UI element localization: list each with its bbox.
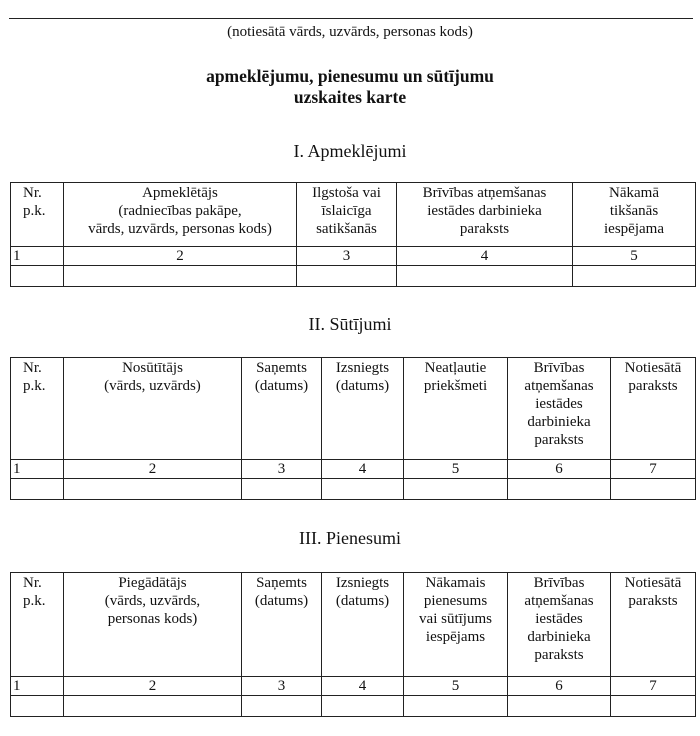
section-heading-shipments: II. Sūtījumi — [308, 314, 392, 334]
section-heading-deliveries: III. Pienesumi — [299, 528, 401, 548]
visits-table — [10, 182, 696, 287]
entry-cell[interactable] — [242, 479, 322, 500]
entry-cell[interactable] — [11, 696, 64, 717]
header-cell: Neatļautie priekšmeti — [404, 358, 508, 460]
header-cell: Nr. p.k. — [11, 358, 64, 460]
column-number: 3 — [242, 460, 322, 479]
entry-cell[interactable] — [611, 696, 696, 717]
column-number: 7 — [611, 677, 696, 696]
shipments-table — [10, 357, 696, 500]
document-title — [0, 66, 700, 108]
header-cell: Nr. p.k. — [11, 573, 64, 677]
empty-entry-row — [11, 696, 696, 717]
column-number: 5 — [404, 460, 508, 479]
entry-cell[interactable] — [404, 479, 508, 500]
column-number-row — [11, 677, 696, 696]
entry-cell[interactable] — [242, 696, 322, 717]
header-row — [11, 358, 696, 460]
column-number: 4 — [397, 247, 573, 266]
entry-cell[interactable] — [64, 696, 242, 717]
entry-cell[interactable] — [322, 479, 404, 500]
name-signature-line — [9, 18, 693, 19]
header-cell: Saņemts (datums) — [242, 573, 322, 677]
header-cell: Nr. p.k. — [11, 183, 64, 247]
column-number-row — [11, 247, 696, 266]
column-number-row — [11, 460, 696, 479]
column-number: 3 — [297, 247, 397, 266]
entry-cell[interactable] — [397, 266, 573, 287]
empty-entry-row — [11, 479, 696, 500]
entry-cell[interactable] — [573, 266, 696, 287]
column-number: 2 — [64, 247, 297, 266]
header-cell: Apmeklētājs (radniecības pakāpe, vārds, uzvārds, personas kods) — [64, 183, 297, 247]
header-cell: Nosūtītājs (vārds, uzvārds) — [64, 358, 242, 460]
column-number: 1 — [11, 677, 64, 696]
column-number: 1 — [11, 460, 64, 479]
column-number: 4 — [322, 677, 404, 696]
entry-cell[interactable] — [322, 696, 404, 717]
header-cell: Saņemts (datums) — [242, 358, 322, 460]
header-row — [11, 573, 696, 677]
entry-cell[interactable] — [404, 696, 508, 717]
entry-cell[interactable] — [611, 479, 696, 500]
title-line-2: uzskaites karte — [293, 87, 407, 107]
entry-cell[interactable] — [64, 266, 297, 287]
column-number: 3 — [242, 677, 322, 696]
name-caption: (notiesātā vārds, uzvārds, personas kods) — [227, 24, 473, 40]
header-row — [11, 183, 696, 247]
column-number: 2 — [64, 677, 242, 696]
column-number: 1 — [11, 247, 64, 266]
header-cell: Notiesātā paraksts — [611, 358, 696, 460]
header-cell: Izsniegts (datums) — [322, 573, 404, 677]
column-number: 5 — [573, 247, 696, 266]
deliveries-table — [10, 572, 696, 717]
header-cell: Nākamais pienesums vai sūtījums iespējams — [404, 573, 508, 677]
column-number: 2 — [64, 460, 242, 479]
header-cell: Nākamā tikšanās iespējama — [573, 183, 696, 247]
header-cell: Piegādātājs (vārds, uzvārds, personas kods) — [64, 573, 242, 677]
entry-cell[interactable] — [508, 696, 611, 717]
title-line-1: apmeklējumu, pienesumu un sūtījumu — [206, 66, 494, 86]
column-number: 6 — [508, 460, 611, 479]
header-cell: Brīvības atņemšanas iestādes darbinieka paraksts — [508, 573, 611, 677]
column-number: 5 — [404, 677, 508, 696]
section-heading-visits: I. Apmeklējumi — [293, 141, 407, 161]
entry-cell[interactable] — [64, 479, 242, 500]
empty-entry-row — [11, 266, 696, 287]
header-cell: Izsniegts (datums) — [322, 358, 404, 460]
entry-cell[interactable] — [11, 266, 64, 287]
entry-cell[interactable] — [297, 266, 397, 287]
column-number: 6 — [508, 677, 611, 696]
header-cell: Brīvības atņemšanas iestādes darbinieka paraksts — [508, 358, 611, 460]
column-number: 4 — [322, 460, 404, 479]
column-number: 7 — [611, 460, 696, 479]
header-cell: Notiesātā paraksts — [611, 573, 696, 677]
header-cell: Ilgstoša vai īslaicīga satikšanās — [297, 183, 397, 247]
entry-cell[interactable] — [508, 479, 611, 500]
entry-cell[interactable] — [11, 479, 64, 500]
header-cell: Brīvības atņemšanas iestādes darbinieka paraksts — [397, 183, 573, 247]
